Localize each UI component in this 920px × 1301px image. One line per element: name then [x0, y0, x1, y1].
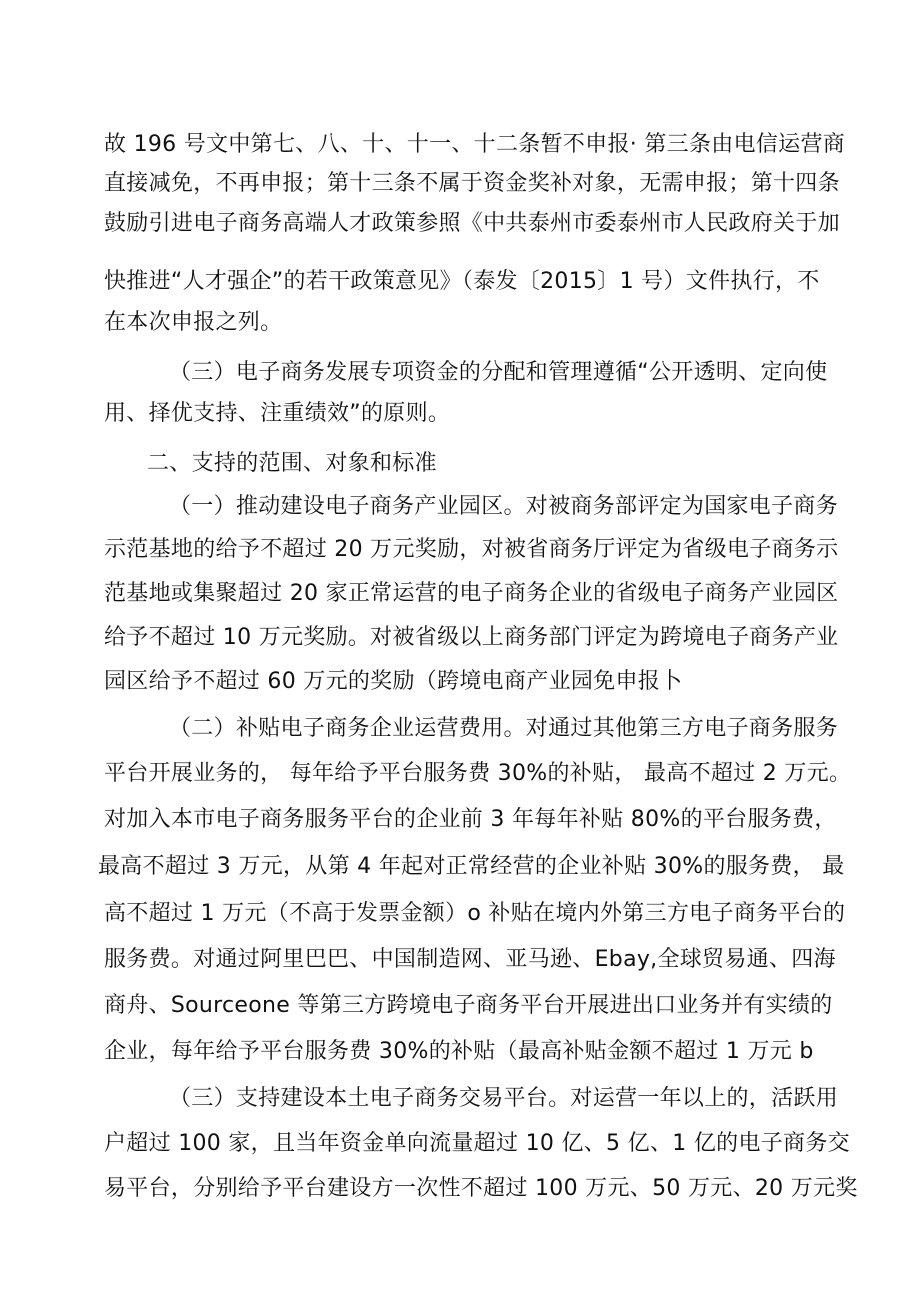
text-line: 示范基地的给予不超过 20 万元奖励，对被省商务厅评定为省级电子商务示: [104, 537, 839, 562]
text-line: 用、择优支持、注重绩效”的原则。: [104, 401, 451, 426]
text-line: 园区给予不超过 60 万元的奖励（跨境电商产业园免申报卜: [104, 669, 683, 694]
text-line: （三）支持建设本土电子商务交易平台。对运营一年以上的，活跃用: [169, 1086, 839, 1111]
text-line: （一）推动建设电子商务产业园区。对被商务部评定为国家电子商务: [169, 494, 839, 519]
text-line: 对加入本市电子商务服务平台的企业前 3 年每年补贴 80%的平台服务费，: [104, 807, 837, 832]
text-line: 范基地或集聚超过 20 家正常运营的电子商务企业的省级电子商务产业园区: [104, 581, 839, 606]
text-line: 在本次申报之列。: [104, 310, 283, 335]
text-line: 高不超过 1 万元（不高于发票金额）o 补贴在境内外第三方电子商务平台的: [104, 901, 846, 926]
text-line: 快推进“人才强企”的若干政策意见》（泰发〔2015〕1 号）文件执行，不: [104, 269, 820, 294]
text-line: 鼓励引进电子商务高端人才政策参照《中共泰州市委泰州市人民政府关于加: [104, 211, 840, 236]
text-line: 户超过 100 家，且当年资金单向流量超过 10 亿、5 亿、1 亿的电子商务交: [104, 1131, 850, 1156]
text-line: 商舟、Sourceone 等第三方跨境电子商务平台开展进出口业务并有实绩的: [104, 993, 833, 1018]
text-line: 易平台，分别给予平台建设方一次性不超过 100 万元、50 万元、20 万元奖: [104, 1176, 858, 1201]
text-line: 给予不超过 10 万元奖励。对被省级以上商务部门评定为跨境电子商务产业: [104, 625, 839, 650]
section-heading: 二、支持的范围、对象和标准: [147, 451, 437, 476]
text-line: 平台开展业务的， 每年给予平台服务费 30%的补贴， 最高不超过 2 万元。: [104, 761, 852, 786]
text-line: （三）电子商务发展专项资金的分配和管理遵循“公开透明、定向使: [169, 360, 828, 385]
text-line: 故 196 号文中第七、八、十、十一、十二条暂不申报· 第三条由电信运营商: [104, 132, 846, 157]
text-line: （二）补贴电子商务企业运营费用。对通过其他第三方电子商务服务: [169, 716, 839, 741]
text-line: 企业，每年给予平台服务费 30%的补贴（最高补贴金额不超过 1 万元 b: [104, 1039, 814, 1064]
text-line: 服务费。对通过阿里巴巴、中国制造网、亚马逊、Ebay,全球贸易通、四海: [104, 947, 836, 972]
text-line: 直接减免，不再申报；第十三条不属于资金奖补对象，无需申报；第十四条: [104, 171, 840, 196]
text-line: 最高不超过 3 万元，从第 4 年起对正常经营的企业补贴 30%的服务费， 最: [98, 854, 845, 879]
